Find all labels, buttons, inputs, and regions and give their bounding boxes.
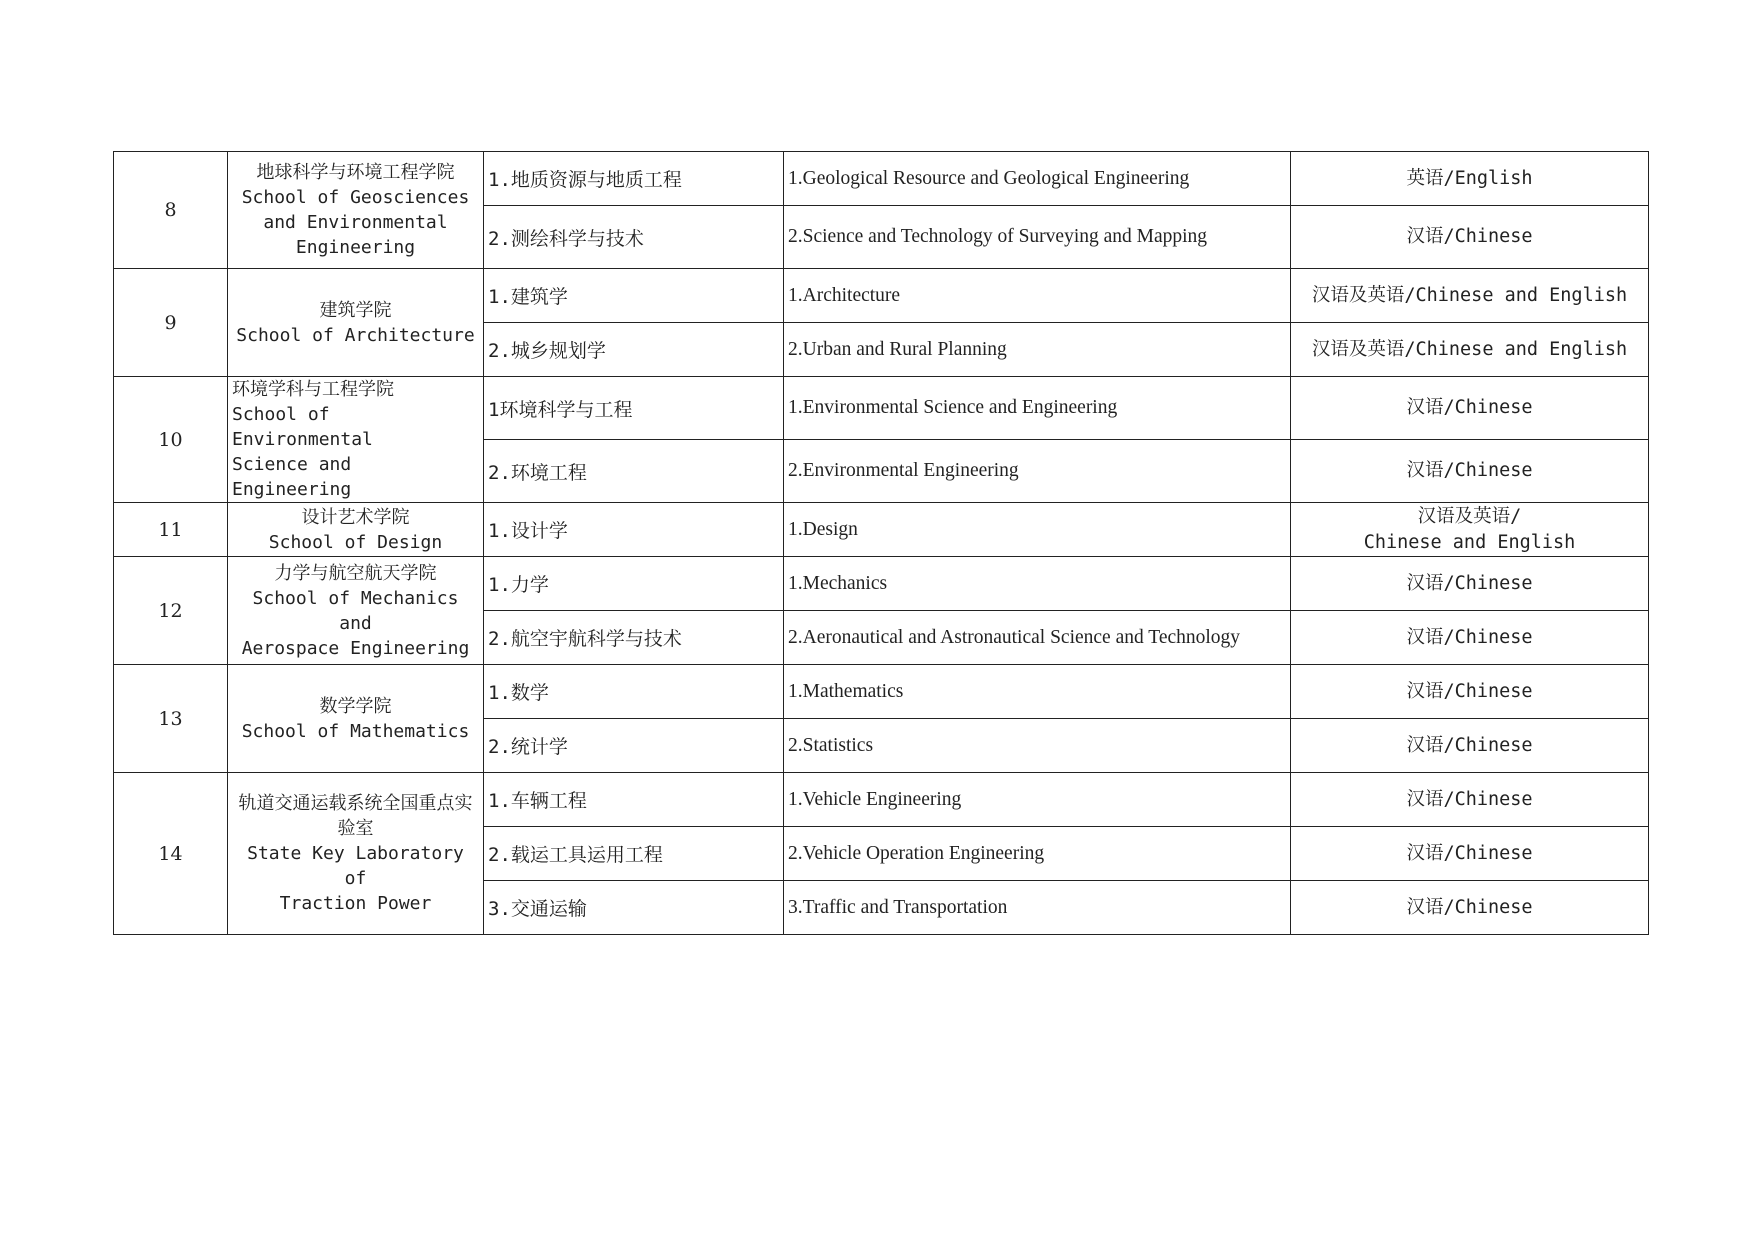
row-number: 9	[114, 269, 228, 377]
teaching-language	[1291, 881, 1649, 935]
teaching-language-line: 汉语及英语/Chinese and English	[1311, 284, 1628, 306]
program-name-en: 1.Mathematics	[784, 665, 1291, 719]
program-name-zh: 2.测绘科学与技术	[484, 206, 784, 269]
program-name-en: 1.Environmental Science and Engineering	[784, 377, 1291, 440]
teaching-language-line: 汉语/Chinese	[1406, 226, 1533, 247]
teaching-language-line: 汉语/Chinese	[1406, 397, 1533, 418]
program-name-zh: 2.航空宇航科学与技术	[484, 611, 784, 665]
program-name-zh: 1.地质资源与地质工程	[484, 152, 784, 206]
table-row	[114, 503, 1649, 557]
school-name-en: Traction Power	[279, 893, 432, 914]
teaching-language	[1291, 611, 1649, 665]
teaching-language	[1291, 440, 1649, 503]
programs-table-body	[114, 152, 1649, 935]
school-name-cell	[228, 377, 484, 503]
school-name-cell	[228, 773, 484, 935]
teaching-language	[1291, 377, 1649, 440]
table-row	[114, 377, 1649, 440]
teaching-language-line: 汉语/Chinese	[1406, 460, 1533, 481]
school-name-en: State Key Laboratory of	[247, 843, 464, 889]
school-name-cell	[228, 503, 484, 557]
program-name-zh: 1.数学	[484, 665, 784, 719]
row-number: 13	[114, 665, 228, 773]
teaching-language-line: 汉语/Chinese	[1406, 842, 1533, 864]
row-number: 14	[114, 773, 228, 935]
school-name-zh: 数学学院	[319, 695, 392, 717]
program-name-en: 3.Traffic and Transportation	[784, 881, 1291, 935]
school-name-en: School of Environmental	[232, 404, 373, 450]
school-name-en: School of Design	[268, 531, 443, 553]
school-name-en: School of Architecture	[236, 324, 475, 346]
teaching-language-line: 汉语/Chinese	[1406, 734, 1533, 756]
teaching-language	[1291, 152, 1649, 206]
school-name-cell	[228, 557, 484, 665]
program-name-en: 1.Geological Resource and Geological Engineering	[784, 152, 1291, 206]
program-name-zh: 2.城乡规划学	[484, 323, 784, 377]
teaching-language-line: 汉语及英语/Chinese and English	[1311, 338, 1628, 360]
row-number: 12	[114, 557, 228, 665]
school-name-cell	[228, 269, 484, 377]
programs-table	[113, 151, 1649, 935]
teaching-language	[1291, 269, 1649, 323]
teaching-language	[1291, 557, 1649, 611]
table-row	[114, 773, 1649, 827]
teaching-language	[1291, 503, 1649, 557]
teaching-language	[1291, 323, 1649, 377]
school-name-en: Science and Engineering	[232, 454, 352, 500]
school-name-en: School of Mechanics and	[252, 587, 459, 634]
teaching-language	[1291, 827, 1649, 881]
program-name-en: 1.Mechanics	[784, 557, 1291, 611]
teaching-language	[1291, 773, 1649, 827]
table-row	[114, 557, 1649, 611]
program-name-zh: 2.统计学	[484, 719, 784, 773]
teaching-language-line: 汉语及英语/	[1417, 505, 1522, 527]
school-name-cell	[228, 152, 484, 269]
program-name-en: 2.Science and Technology of Surveying and Mapping	[784, 206, 1291, 269]
program-name-en: 2.Statistics	[784, 719, 1291, 773]
row-number: 8	[114, 152, 228, 269]
teaching-language-line: 汉语/Chinese	[1406, 788, 1533, 810]
school-name-en: Aerospace Engineering	[241, 637, 470, 659]
school-name-zh: 轨道交通运载系统全国重点实验室	[238, 793, 473, 839]
table-row	[114, 152, 1649, 206]
teaching-language	[1291, 665, 1649, 719]
teaching-language-line: Chinese and English	[1363, 531, 1576, 553]
program-name-zh: 1.力学	[484, 557, 784, 611]
row-number: 10	[114, 377, 228, 503]
program-name-zh: 2.环境工程	[484, 440, 784, 503]
program-name-en: 1.Vehicle Engineering	[784, 773, 1291, 827]
table-row	[114, 665, 1649, 719]
program-name-zh: 3.交通运输	[484, 881, 784, 935]
teaching-language-line: 汉语/Chinese	[1406, 572, 1533, 594]
program-name-zh: 1.建筑学	[484, 269, 784, 323]
program-name-zh: 1环境科学与工程	[484, 377, 784, 440]
teaching-language-line: 汉语/Chinese	[1406, 626, 1533, 648]
teaching-language-line: 英语/English	[1406, 167, 1533, 189]
program-name-en: 2.Vehicle Operation Engineering	[784, 827, 1291, 881]
row-number: 11	[114, 503, 228, 557]
program-name-en: 1.Design	[784, 503, 1291, 557]
school-name-zh: 地球科学与环境工程学院	[256, 162, 455, 183]
program-name-en: 2.Aeronautical and Astronautical Science and Technology	[784, 611, 1291, 665]
program-name-en: 1.Architecture	[784, 269, 1291, 323]
teaching-language-line: 汉语/Chinese	[1406, 896, 1533, 918]
school-name-zh: 力学与航空航天学院	[274, 562, 437, 584]
program-name-zh: 1.设计学	[484, 503, 784, 557]
teaching-language	[1291, 206, 1649, 269]
program-name-en: 2.Environmental Engineering	[784, 440, 1291, 503]
school-name-zh: 设计艺术学院	[301, 506, 410, 528]
school-name-zh: 环境学科与工程学院	[232, 379, 394, 400]
program-name-zh: 2.载运工具运用工程	[484, 827, 784, 881]
teaching-language-line: 汉语/Chinese	[1406, 680, 1533, 702]
school-name-zh: 建筑学院	[319, 299, 392, 321]
school-name-cell	[228, 665, 484, 773]
program-name-en: 2.Urban and Rural Planning	[784, 323, 1291, 377]
school-name-en: Engineering	[295, 237, 416, 258]
teaching-language	[1291, 719, 1649, 773]
school-name-en: School of Mathematics	[241, 720, 470, 742]
school-name-en: and Environmental	[263, 212, 448, 233]
program-name-zh: 1.车辆工程	[484, 773, 784, 827]
table-row	[114, 269, 1649, 323]
school-name-en: School of Geosciences	[241, 187, 470, 208]
